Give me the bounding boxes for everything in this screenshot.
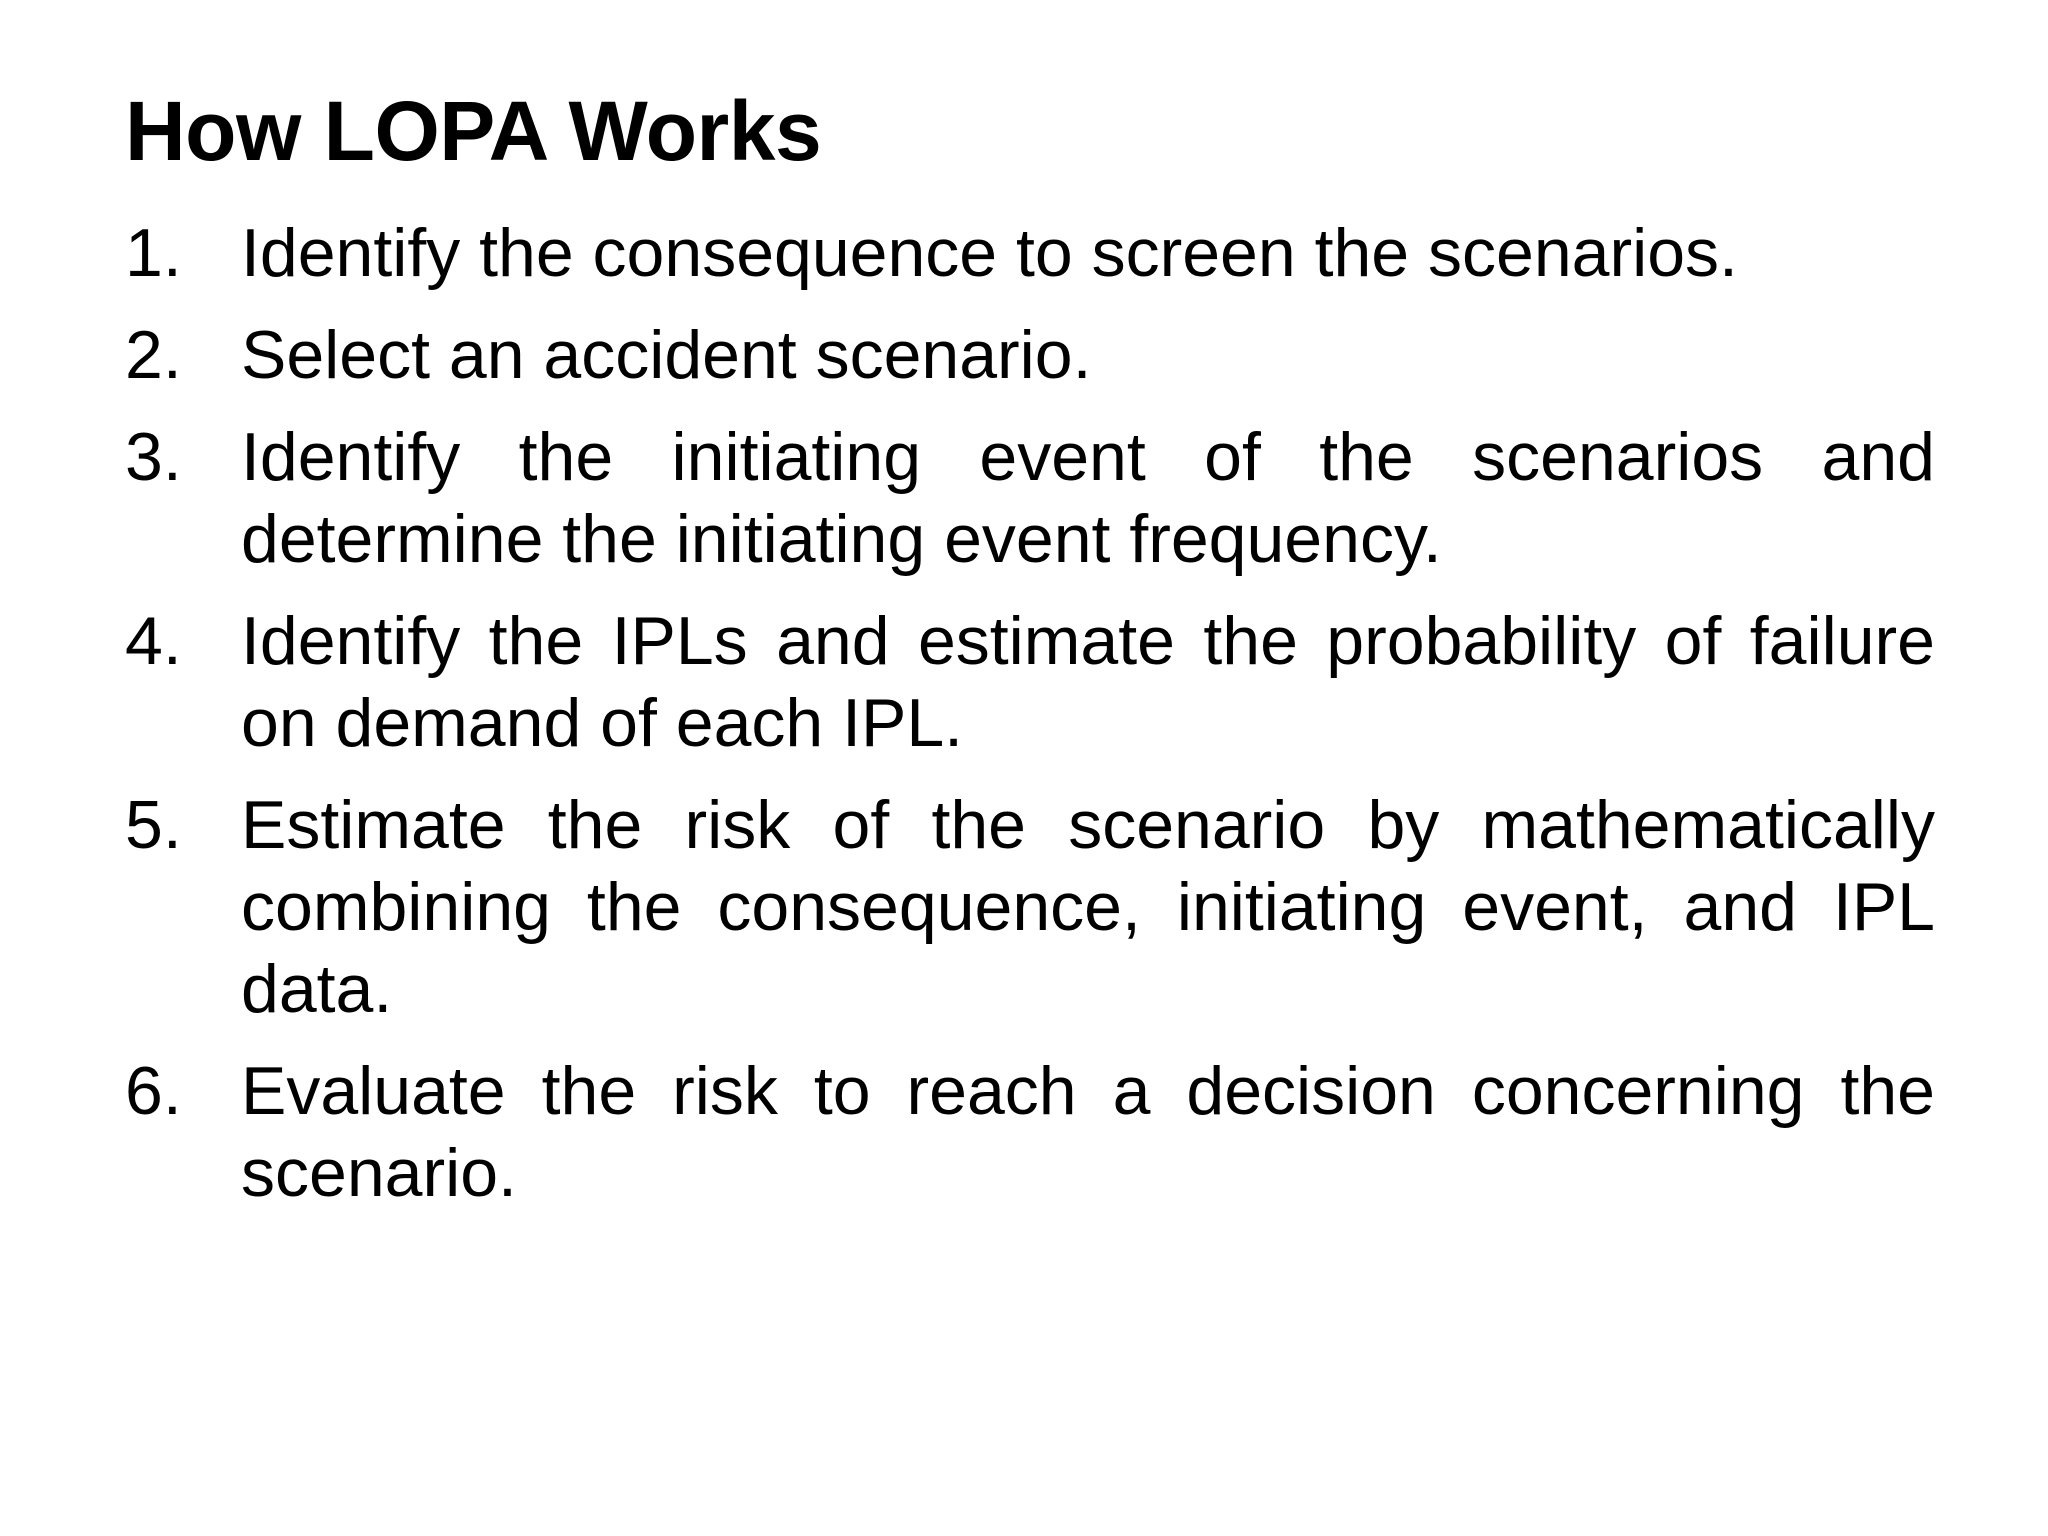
step-text: Estimate the risk of the scenario by mathematically combining the consequence, initiating event, and IPL data.: [241, 787, 1935, 1027]
step-text: Identify the IPLs and estimate the probability of failure on demand of each IPL.: [241, 603, 1935, 761]
slide-title: How LOPA Works: [125, 84, 822, 178]
step-number: 6.: [125, 1053, 182, 1129]
list-item: [125, 600, 1935, 764]
step-text: Evaluate the risk to reach a decision concerning the scenario.: [241, 1053, 1935, 1211]
list-item: [125, 314, 1935, 396]
step-text: Identify the consequence to screen the scenarios.: [241, 215, 1738, 291]
step-number: 2.: [125, 317, 182, 393]
step-number: 4.: [125, 603, 182, 679]
list-item: [125, 784, 1935, 1030]
step-text: Select an accident scenario.: [241, 317, 1092, 393]
step-text: Identify the initiating event of the scenarios and determine the initiating event frequency.: [241, 419, 1935, 577]
step-number: 3.: [125, 419, 182, 495]
list-item: [125, 212, 1935, 294]
list-item: [125, 416, 1935, 580]
list-item: [125, 1050, 1935, 1214]
step-number: 5.: [125, 787, 182, 863]
steps-list: [125, 212, 1935, 1234]
step-number: 1.: [125, 215, 182, 291]
